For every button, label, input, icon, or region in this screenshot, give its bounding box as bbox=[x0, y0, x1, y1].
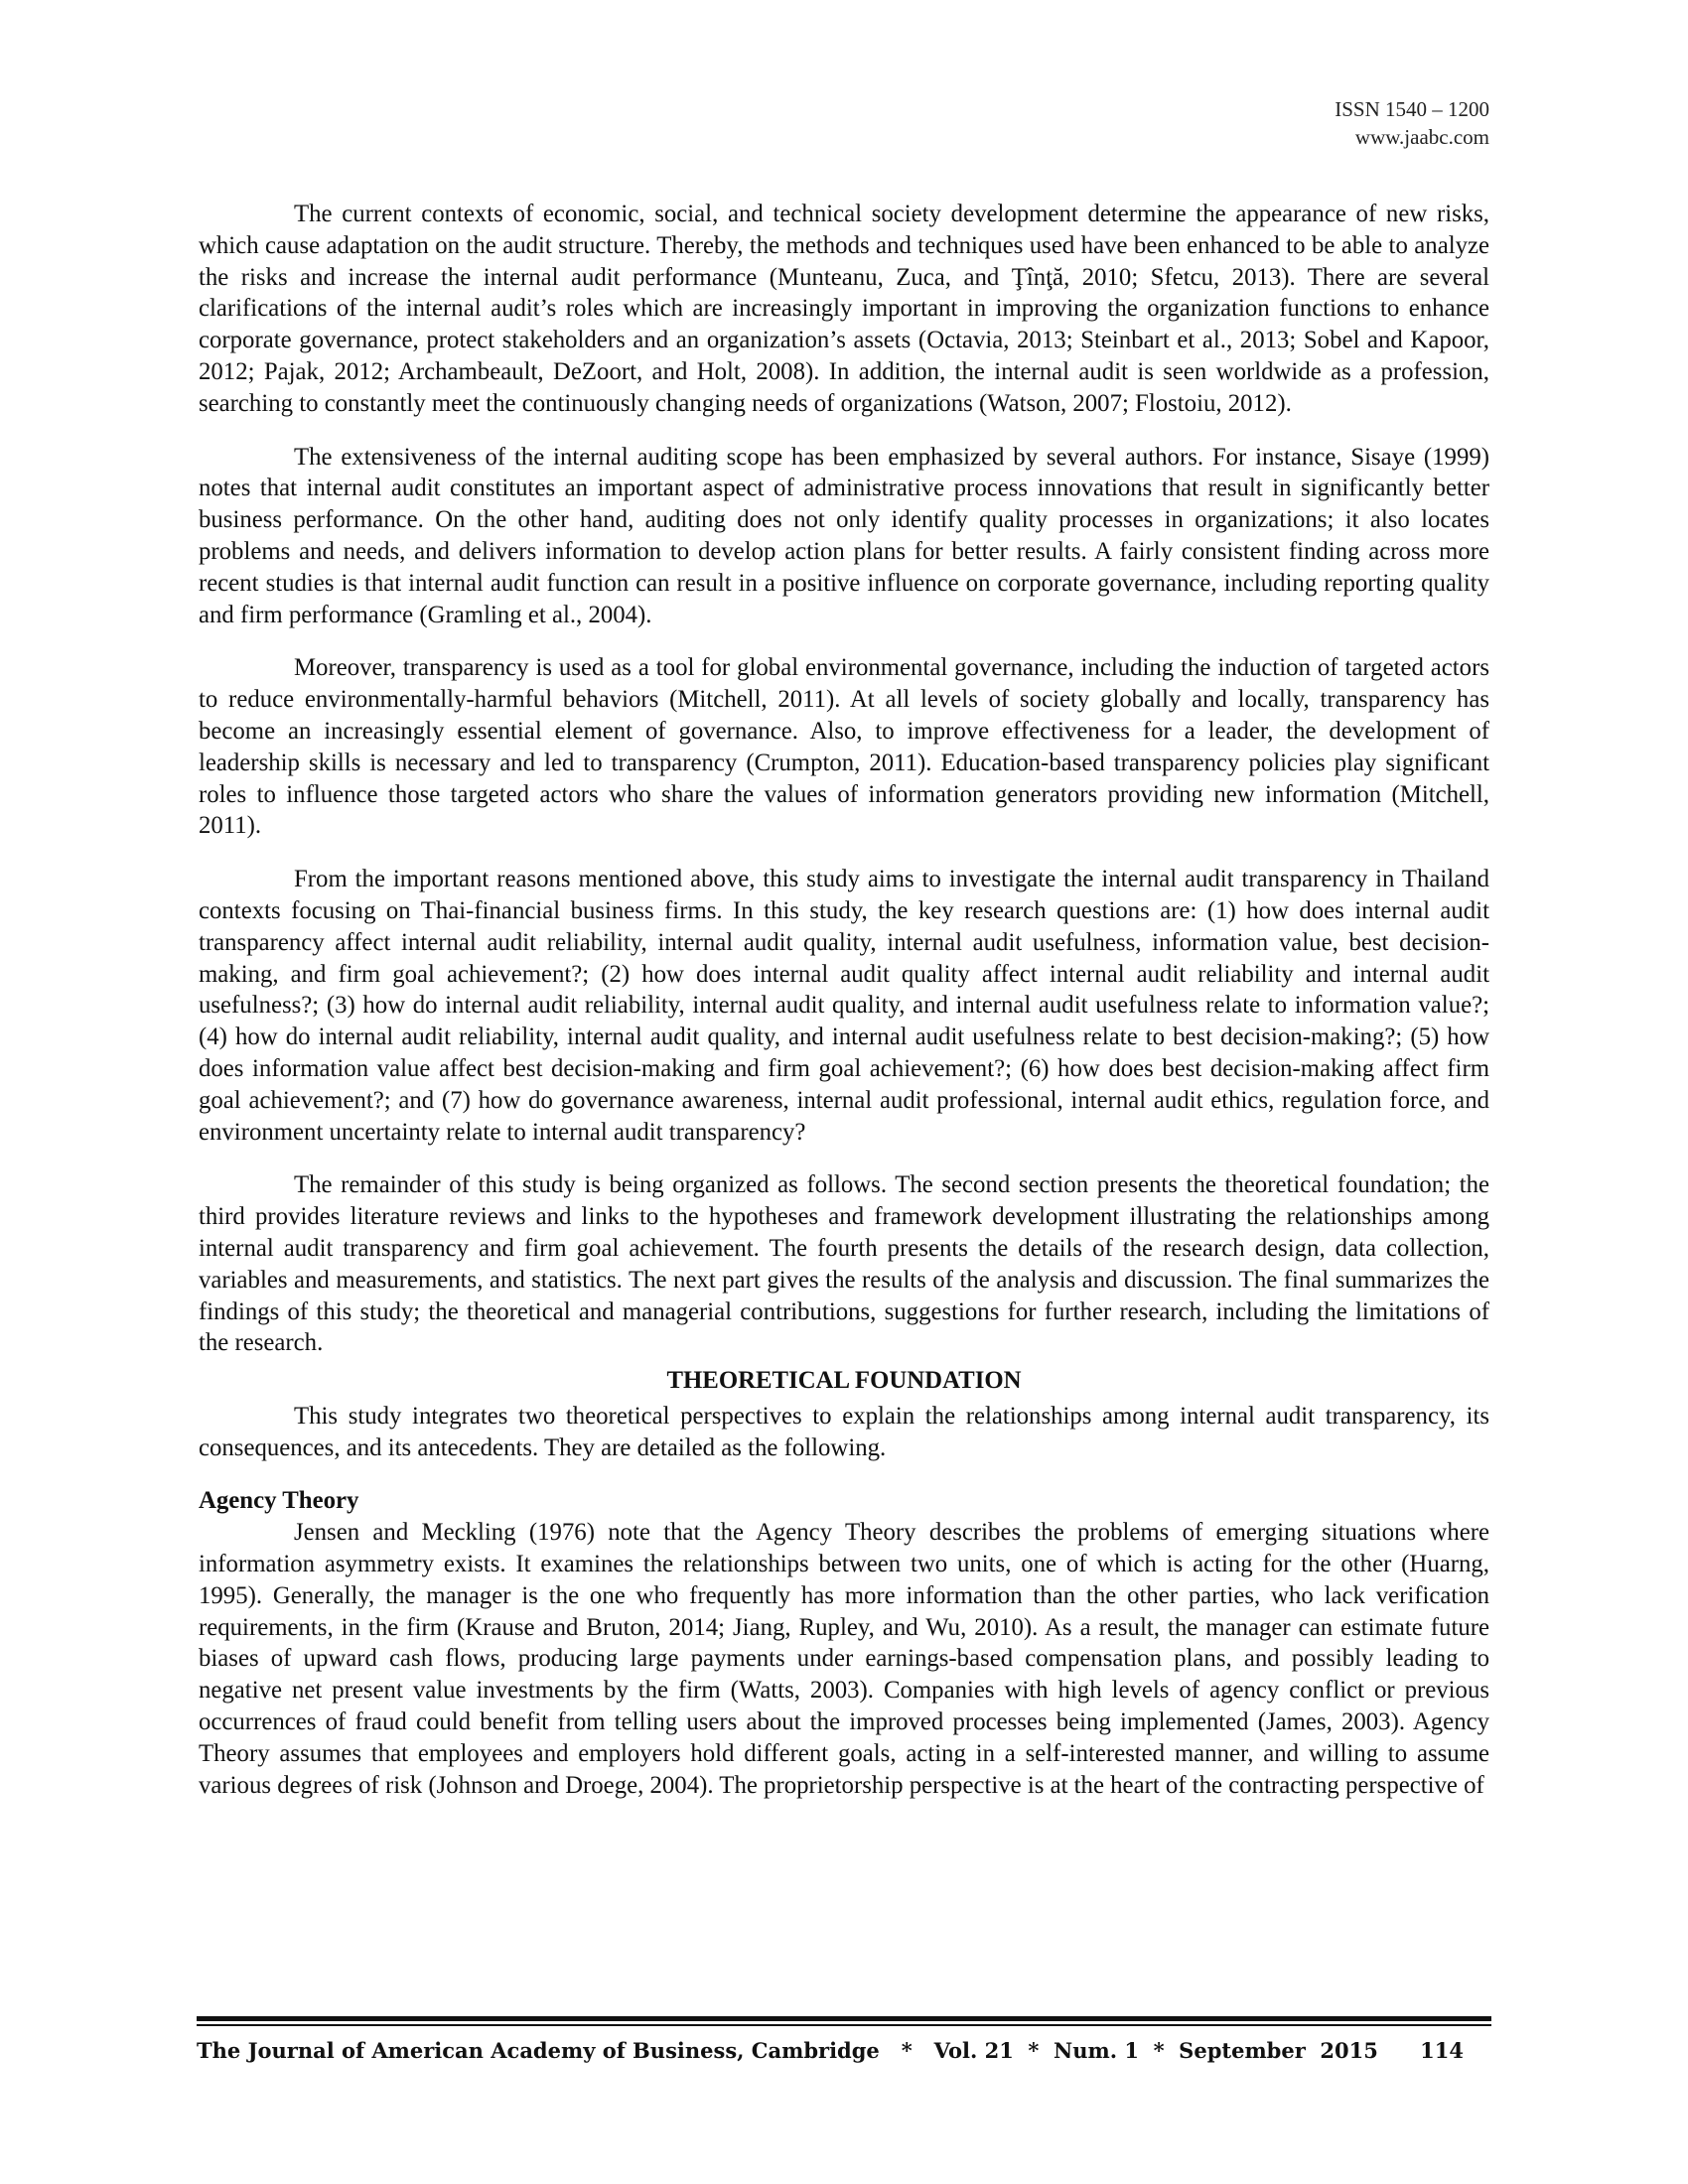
section-intro-paragraph: This study integrates two theoretical perspectives to explain the relationships among internal audit transparency, its consequences, and its antecedents. They are detailed as the following. bbox=[199, 1402, 1489, 1461]
footer-rule-thin bbox=[197, 2024, 1491, 2026]
body-paragraph-5: The remainder of this study is being organized as follows. The second section presents the theoretical foundation; the third provides literature reviews and links to the hypotheses and framework development illustrating the relationships among internal audit transparency and firm goal achievement. The fourth presents the details of the research design, data collection, variables and measurements, and statistics. The next part gives the results of the analysis and discussion. The final summarizes the findings of this study; the theoretical and managerial contributions, suggestions for further research, including the limitations of the research. bbox=[199, 1171, 1489, 1357]
body-paragraph-1: The current contexts of economic, social, and technical society development determine the appearance of new risks, which cause adaptation on the audit structure. Thereby, the methods and techniques used have been enhanced to be able to analyze the risks and increase the internal audit performance (Munteanu, Zuca, and Ţînţă, 2010; Sfetcu, 2013). There are several clarifications of the internal audit’s roles which are increasingly important in improving the organization functions to enhance corporate governance, protect stakeholders and an organization’s assets (Octavia, 2013; Steinbart et al., 2013; Sobel and Kapoor, 2012; Pajak, 2012; Archambeault, DeZoort, and Holt, 2008). In addition, the internal audit is seen worldwide as a profession, searching to constantly meet the continuously changing needs of organizations (Watson, 2007; Flostoiu, 2012). bbox=[199, 201, 1489, 417]
agency-theory-paragraph: Jensen and Meckling (1976) note that the Agency Theory describes the problems of emerging situations where information asymmetry exists. It examines the relationships between two units, one of which is acting for the other (Huarng, 1995). Generally, the manager is the one who frequently has more information than the other parties, who lack verification requirements, in the firm (Krause and Bruton, 2014; Jiang, Rupley, and Wu, 2010). As a result, the manager can estimate future biases of upward cash flows, producing large payments under earnings-based compensation plans, and possibly leading to negative net present value investments by the firm (Watts, 2003). Companies with high levels of agency conflict or previous occurrences of fraud could benefit from telling users about the improved processes being implemented (James, 2003). Agency Theory assumes that employees and employers hold different goals, acting in a self-interested manner, and willing to assume various degrees of risk (Johnson and Droege, 2004). The proprietorship perspective is at the heart of the contracting perspective of bbox=[199, 1519, 1489, 1799]
issn-number: ISSN 1540 – 1200 bbox=[1335, 97, 1489, 121]
article-body bbox=[199, 199, 1489, 1823]
footer-rule-thick bbox=[197, 2016, 1491, 2021]
journal-website: www.jaabc.com bbox=[1354, 125, 1489, 149]
page-footer bbox=[197, 2016, 1491, 2063]
page-header bbox=[1335, 95, 1489, 151]
section-heading: THEORETICAL FOUNDATION bbox=[666, 1367, 1022, 1395]
body-paragraph-2: The extensiveness of the internal auditing scope has been emphasized by several authors. For instance, Sisaye (1999) notes that internal audit constitutes an important aspect of administrative process innovations that result in significantly better business performance. On the other hand, auditing does not only identify quality processes in organizations; it also locates problems and needs, and delivers information to develop action plans for better results. A fairly consistent finding across more recent studies is that internal audit function can result in a positive influence on corporate governance, including reporting quality and firm performance (Gramling et al., 2004). bbox=[199, 443, 1489, 628]
subsection-heading: Agency Theory bbox=[199, 1487, 359, 1515]
journal-citation: The Journal of American Academy of Business, Cambridge * Vol. 21 * Num. 1 * September 2015 bbox=[197, 2038, 1378, 2063]
body-paragraph-3: Moreover, transparency is used as a tool for global environmental governance, including the induction of targeted actors to reduce environmentally-harmful behaviors (Mitchell, 2011). At all levels of society globally and locally, transparency has become an increasingly essential element of governance. Also, to improve effectiveness for a leader, the development of leadership skills is necessary and led to transparency (Crumpton, 2011). Education-based transparency policies play significant roles to influence those targeted actors who share the values of information generators providing new information (Mitchell, 2011). bbox=[199, 654, 1489, 840]
page-number: 114 bbox=[1420, 2038, 1464, 2063]
body-paragraph-4: From the important reasons mentioned above, this study aims to investigate the internal audit transparency in Thailand contexts focusing on Thai-financial business firms. In this study, the key research questions are: (1) how does internal audit transparency affect internal audit reliability, internal audit quality, internal audit usefulness, information value, best decision-making, and firm goal achievement?; (2) how does internal audit quality affect internal audit reliability and internal audit usefulness?; (3) how do internal audit reliability, internal audit quality, and internal audit usefulness relate to information value?; (4) how do internal audit reliability, internal audit quality, and internal audit usefulness relate to best decision-making?; (5) how does information value affect best decision-making and firm goal achievement?; (6) how does best decision-making affect firm goal achievement?; and (7) how do governance awareness, internal audit professional, internal audit ethics, regulation force, and environment uncertainty relate to internal audit transparency? bbox=[199, 866, 1489, 1146]
footer-line bbox=[197, 2038, 1491, 2063]
